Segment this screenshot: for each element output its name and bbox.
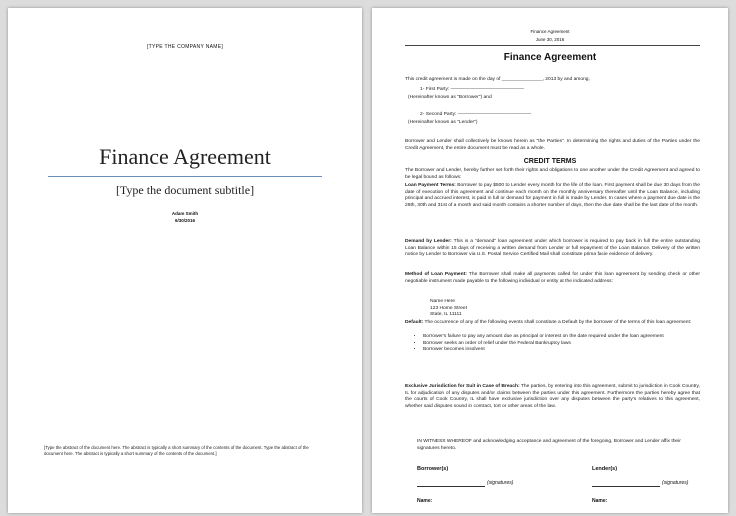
borrower-signature-line[interactable] [417, 486, 485, 487]
lender-signature-line[interactable] [592, 486, 660, 487]
credit-terms-intro: The Borrower and Lender, hereby further set forth their rights and obligations to one another under the Credit Agreement and agreed to be legal bound as follows: [405, 168, 700, 180]
agreement-page [372, 8, 728, 513]
address-line: State, IL 11111 [430, 312, 462, 318]
list-item: • Borrower seeks an order of relief under the Federal Bankruptcy laws [423, 341, 700, 348]
borrower-heading: Borrower(s) [417, 466, 449, 472]
demand-label: Demand by Lender: [405, 239, 452, 244]
lender-signatures-label: (signatures) [662, 480, 689, 486]
loan-payment-text: Borrower to pay $500 to Lender every month for the life of the loan. First payment shall be due 30 days from the date of execution of this agreement and continue each month on the monthly anniversary thereafter until the Loan Balance, including principal and accrued interest, is paid in full or demand for payment in full is made by Lender. In cases where a payment due date is the 29th, 30th and 31st of a month and said month contains a shorter number of days, then the due date shall be the last date of the month. [405, 183, 700, 208]
cover-title[interactable]: Finance Agreement [99, 144, 271, 169]
lender-name-label: Name: [592, 498, 608, 504]
borrower-signatures-label: (signatures) [487, 480, 514, 486]
intro-text: This credit agreement is made on the day of _______________, 2013 by and among, [405, 77, 590, 82]
header-date: June 30, 2016 [535, 37, 565, 42]
method-text: The Borrower shall make all payments called for under this loan agreement by sending check or other negotiable instrument made payable to the following individual or entity at the indicated address: [405, 272, 700, 284]
witness-paragraph: IN WITNESS WHEREOF and acknowledging acceptance and agreement of the foregoing, Borrower and Lender affix their signatures hereto. [417, 439, 681, 451]
jurisdiction-label: Exclusive Jurisdiction for Suit in Case of Breach: [405, 384, 520, 389]
party2-line: 2- Second Party: ——————————————— [420, 112, 532, 117]
default-paragraph [405, 320, 700, 327]
header-divider [405, 45, 700, 46]
jurisdiction-text: The parties, by entering into this agreement, submit to jurisdiction in Cook Country, IL for adjudication of any disputes and/or claims between the parties under this agreement. Furthermore the parties hereby agree that the courts of Cook Country, IL shall have exclusive jurisdiction over any disputes between the party's relatives to this agreement, whether said disputes sound in contract, tort or other areas of the law. [405, 384, 701, 409]
cover-subtitle[interactable]: [Type the document subtitle] [115, 183, 255, 197]
demand-paragraph [405, 239, 700, 259]
list-item: • Borrower becomes insolvent [423, 347, 700, 354]
party1-line: 1- First Party: ——————————————— [420, 87, 525, 92]
title-divider [48, 176, 322, 177]
company-name[interactable]: [TYPE THE COMPANY NAME] [146, 44, 224, 50]
address-line: Name Here [430, 299, 456, 304]
party1-known: (Hereinafter known as "Borrower") and [408, 95, 492, 100]
demand-text: This is a "demand" loan agreement under which borrower is required to pay back in full the entire outstanding Loan Balance within 15 days of receiving a written demand from Lender or full repayment of the Loan Balance. Delivery of the written notice by Lender to Borrower via U.S. Postal Service Certified Mail shall constitute prima facie evidence of delivery. [405, 239, 701, 258]
loan-payment-label: Loan Payment Terms: [405, 183, 456, 188]
party2-known: (Hereinafter known as "Lender") [408, 120, 478, 125]
method-label: Method of Loan Payment: [405, 272, 467, 277]
list-item: • Borrower's failure to pay any amount due as principal or interest on the date required under the loan agreement [423, 334, 700, 341]
cover-date[interactable]: 6/30/2016 [174, 218, 196, 223]
method-paragraph [405, 272, 700, 285]
abstract[interactable]: [Type the abstract of the document here. The abstract is typically a short summary of the contents of the document. Type the abstract of the document here. The abstract is typically a short summary of the contents of the document.] [44, 445, 309, 456]
cover-page [8, 8, 362, 513]
address-line: 123 Home Street [430, 305, 467, 311]
payee-address [430, 299, 630, 319]
default-text: The occurrence of any of the following events shall constitute a Default by the borrower of the terms of this loan agreement: [423, 320, 692, 325]
credit-terms-heading: CREDIT TERMS [523, 158, 577, 165]
collective-paragraph: Borrower and Lender shall collectively be known herein as "the Parties". In determining the rights and duties of the Parties under the Credit Agreement, the entire document must be read as a whole. [405, 139, 700, 151]
default-label: Default: [405, 320, 424, 325]
borrower-name-label: Name: [417, 498, 433, 504]
jurisdiction-paragraph [405, 384, 700, 410]
default-list [405, 334, 700, 354]
page-title: Finance Agreement [503, 52, 597, 63]
loan-payment-paragraph [405, 183, 700, 209]
author-name[interactable]: Adam Smith [171, 211, 199, 216]
header-title: Finance Agreement [530, 29, 570, 34]
lender-heading: Lender(s) [592, 466, 618, 472]
